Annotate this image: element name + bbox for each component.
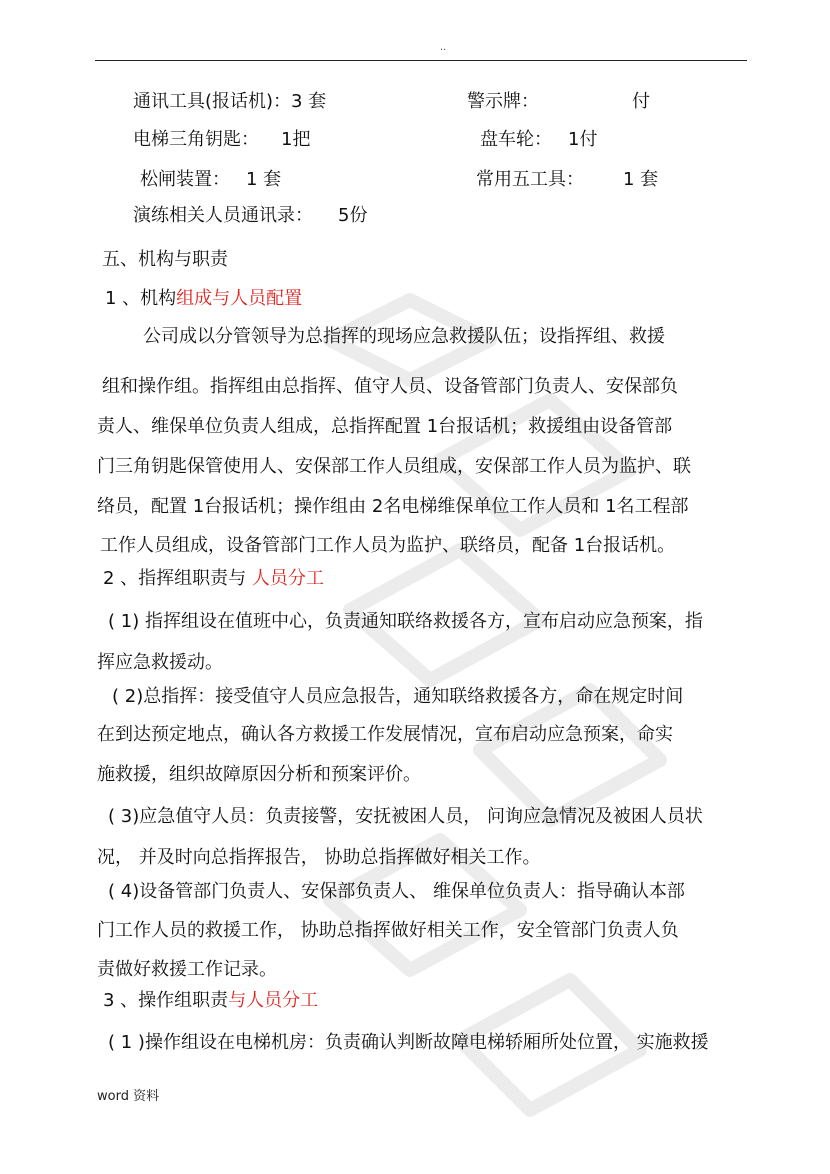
equip-contact-list-qty: 5份 [338,205,368,226]
subsection-3-heading [103,988,318,1014]
equip-brake-release: 松闸装置： [140,169,230,190]
paragraph-line: 工作人员组成，设备管部门工作人员为监护、联络员，配备 1台报话机。 [100,535,676,556]
paragraph-line: 络员，配置 1台报话机；操作组由 2名电梯维保单位工作人员和 1名工程部 [97,496,689,517]
equip-radio: 通讯工具(报话机)：3 套 [133,91,327,112]
paragraph-line: 责做好救援工作记录。 [97,959,277,980]
subsection-3-prefix: 3 、操作组职责 [103,990,229,1011]
paragraph-line: 况， 并及时向总指挥报告， 协助总指挥做好相关工作。 [97,847,541,868]
equip-warning-sign-qty: 付 [632,91,650,112]
equip-common-tools-qty: 1 套 [623,169,659,190]
subsection-3-highlight: 与人员分工 [228,990,319,1011]
paragraph-line: ( 3)应急值守人员：负责接警，安抚被困人员， 问询应急情况及被困人员状 [108,806,703,827]
equip-brake-release-qty: 1 套 [246,169,282,190]
subsection-2-heading [103,566,324,592]
subsection-1-heading [105,286,302,312]
watermark-graphic [290,280,670,1140]
subsection-2-highlight: 人员分工 [251,568,324,589]
equip-triangle-key-qty: 1把 [281,129,311,150]
subsection-1-highlight: 组成与人员配置 [176,288,303,309]
equip-common-tools: 常用五工具： [476,169,584,190]
equip-warning-sign: 警示牌： [467,91,539,112]
paragraph-line: ( 1 )操作组设在电梯机房：负责确认判断故障电梯轿厢所处位置， 实施救援 [108,1032,709,1053]
paragraph-line: ( 4)设备管部门负责人、安保部负责人、 维保单位负责人：指导确认本部 [108,881,685,902]
equip-hand-wheel: 盘车轮： [480,129,552,150]
equip-triangle-key: 电梯三角钥匙： [133,129,259,150]
subsection-2-prefix: 2 、指挥组职责与 [103,568,252,589]
paragraph-line: 挥应急救援动。 [97,652,223,673]
header-mark: .. [440,42,447,53]
paragraph-line: 责人、维保单位负责人组成，总指挥配置 1台报话机；救援组由设备管部 [97,416,673,437]
header-rule [95,60,747,61]
paragraph-line: 公司成以分管领导为总指挥的现场应急救援队伍；设指挥组、救援 [143,326,665,347]
paragraph-line: 组和操作组。指挥组由总指挥、值守人员、设备管部门负责人、安保部负 [102,376,678,397]
section-heading: 五、机构与职责 [102,249,228,270]
paragraph-line: 门三角钥匙保管使用人、安保部工作人员组成，安保部工作人员为监护、联 [97,456,691,477]
paragraph-line: ( 1) 指挥组设在值班中心，负责通知联络救援各方，宣布启动应急预案，指 [108,611,703,632]
equip-hand-wheel-qty: 1付 [568,129,598,150]
paragraph-line: 在到达预定地点，确认各方救援工作发展情况，宣布启动应急预案，命实 [97,724,673,745]
paragraph-line: ( 2)总指挥：接受值守人员应急报告，通知联络救援各方，命在规定时间 [112,686,684,707]
footer-label: word 资料 [97,1089,160,1104]
subsection-1-prefix: 1 、机构 [105,288,177,309]
paragraph-line: 门工作人员的救援工作， 协助总指挥做好相关工作，安全管部门负责人负 [97,920,679,941]
equip-contact-list: 演练相关人员通讯录： [133,205,313,226]
paragraph-line: 施救援，组织故障原因分析和预案评价。 [97,764,421,785]
